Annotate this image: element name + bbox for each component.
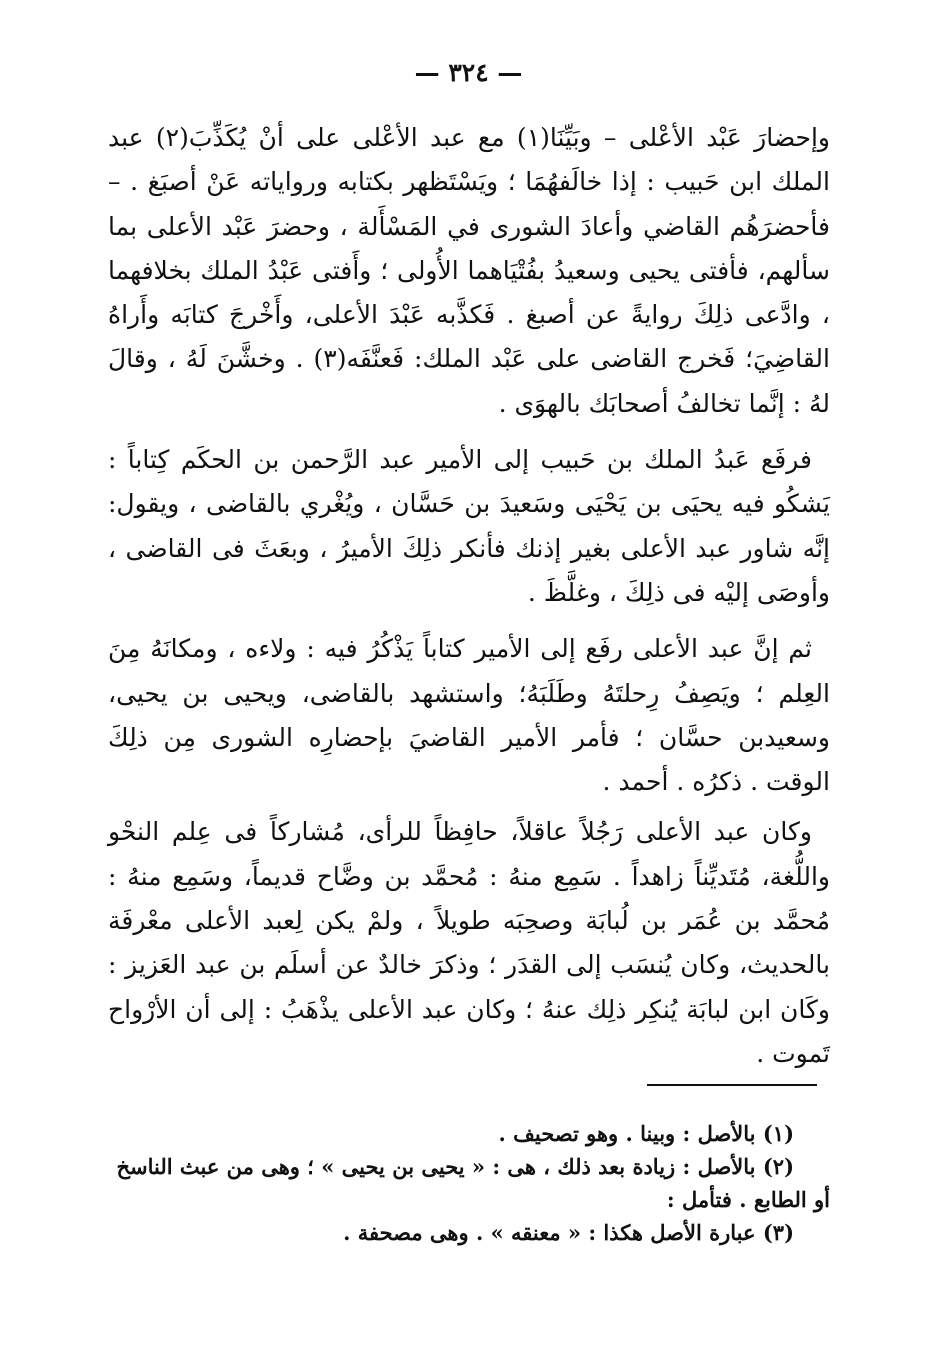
paragraph-1: وإحضارَ عَبْد الأعْلى – وبَيِّنَا(١) مع عبد الأعْلى على أنْ يُكَذِّبَ(٢) عبد الملك ابن حَبيب : إذا خالَفهُمَا ؛ ويَسْتَظهر بكتابه ورواياته عَنْ أصبَغ . – فأحضرَهُم القاضي وأعادَ الشورى في المَسْأَلة ، وحضرَ عَبْد الأعلى بما سألهم، فأفتى يحيى وسعيدُ بفُتْيَاهما الأُولى ؛ وأَفتى عَبْدُ الملك بخلافهما ، وادَّعى ذلِكَ روايةً عن أصبغ . فَكذَّبه عَبْدَ الأعلى، وأَخْرجَ كتابَه وأَراهُ القاضِيَ؛ فَخرج القاضى على عَبْد الملك: فَعنَّفَه(٣) . وخشَّنَ لَهُ ، وقالَ لهُ : إنَّما تخالفُ أصحابَك بالهوَى . <box>108 123 830 418</box>
footnote-2: (٢) بالأصل : زيادة بعد ذلك ، هى : « يحيى بن يحيى » ؛ وهى من عبث الناسخ <box>116 1154 794 1179</box>
footnotes <box>108 1117 830 1249</box>
footnote-divider <box>647 1084 817 1086</box>
paragraph-3: ثم إنَّ عبد الأعلى رفَع إلى الأمير كتاباً يَذْكُرُ فيه : ولاءه ، ومكانَهُ مِنَ العِلم ؛ ويَصِفُ رِحلتَهُ وطَلَبَهُ؛ واستشهد بالقاضى، ويحيى بن يحيى، وسعيدبن حسَّان ؛ فأمر الأمير القاضيَ بإحضارِه الشورى مِن ذلِكَ الوقت . ذكرُه . أحمد . <box>108 634 830 797</box>
footnote-1: (١) بالأصل : وبينا . وهو تصحيف . <box>498 1121 794 1146</box>
page-number: — ٣٢٤ — <box>414 58 523 87</box>
footnote-3: (٣) عبارة الأصل هكذا : « معنقه » . وهى مصحفة . <box>343 1220 794 1245</box>
footnote-2-continuation: أو الطابع . فتأمل : <box>666 1187 830 1212</box>
paragraph-4: وكان عبد الأعلى رَجُلاً عاقلاً، حافِظاً للرأى، مُشاركاً فى عِلم النحْو واللُّغة، مُتَديِّناً زاهداً . سَمِع منهُ : مُحمَّد بن وضَّاح قديماً، وسَمِع منهُ : مُحمَّد بن عُمَر بن لُبابَة وصحِبَه طويلاً ، ولمْ يكن لِعبد الأعلى معْرفَة بالحديث، وكان يُنسَب إلى القدَر ؛ وذكرَ خالدٌ عن أسلَم بن عبد العَزيز : وكَان ابن لبابَة يُنكِر ذلِك عنهُ ؛ وكان عبد الأعلى يذْهَبُ : إلى أن الأرْواح تَموت . <box>108 817 830 1068</box>
paragraph-2: فرفَع عَبدُ الملك بن حَبيب إلى الأمير عبد الرَّحمن بن الحكَم كِتاباً : يَشكُو فيه يحيَى بن يَحْيَى وسَعيدَ بن حَسَّان ، ويُغْري بالقاضى ، ويقول: إنَّه شاور عبد الأعلى بغير إذنك فأنكر ذلِكَ الأميرُ ، وبعَثَ فى القاضى ، وأوصَى إليْه فى ذلِكَ ، وغلَّظَ . <box>108 445 830 607</box>
main-text <box>108 116 830 1076</box>
